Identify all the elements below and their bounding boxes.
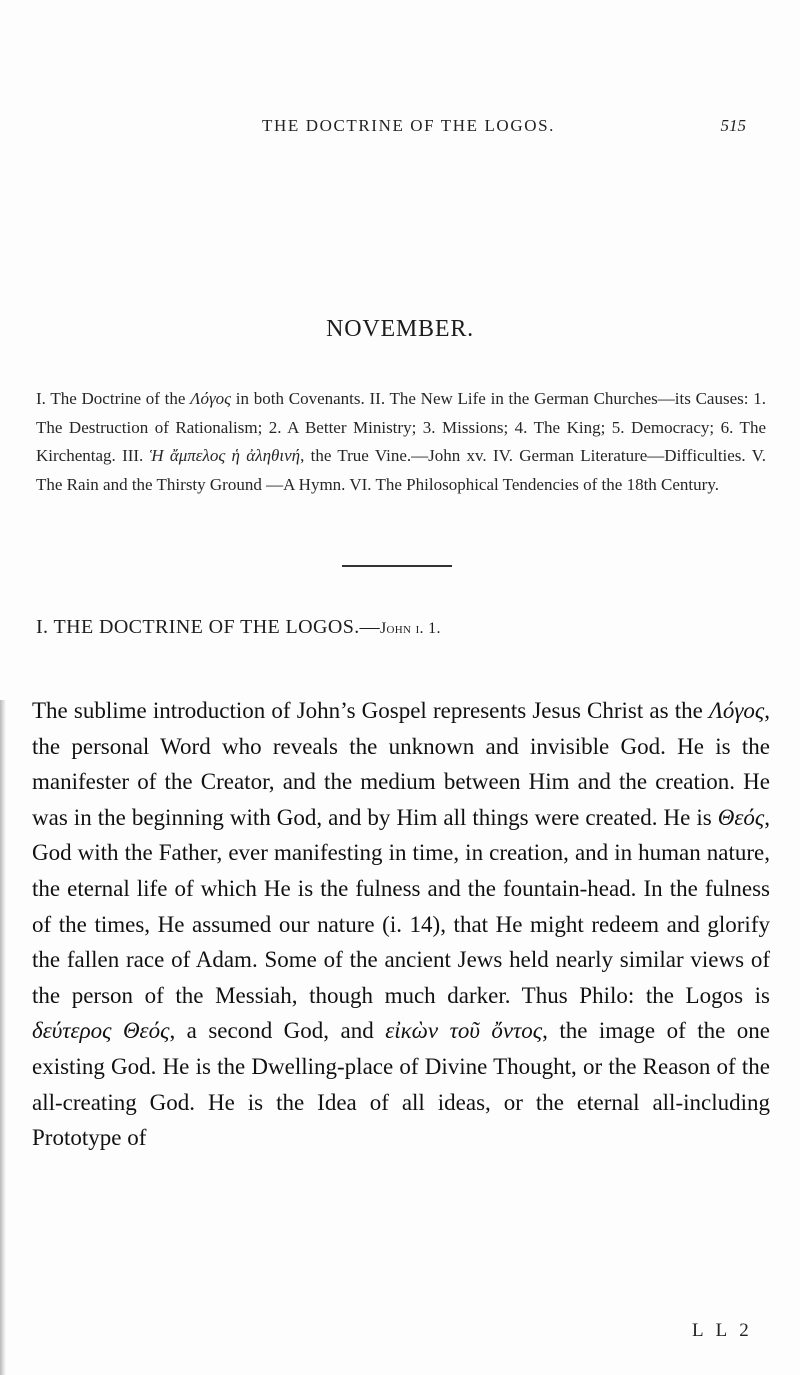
section-divider — [342, 565, 452, 567]
contents-text: in both Covenants. II. The New Life in the German Churches—its Causes: 1. The Destruction of Rationalism; 2. A Better Ministry; 3. Missions; 4. The King; 5. Democracy; 6. The Kirchentag. III. — [36, 389, 766, 465]
greek-phrase: δεύτερος Θεός — [32, 1018, 170, 1044]
greek-word: Θεός — [717, 804, 765, 830]
contents-text: I. The Doctrine of the — [36, 389, 191, 408]
page-edge-shadow — [0, 700, 6, 1375]
body-text: , a second God, and — [169, 1018, 386, 1044]
greek-phrase: Ἡ ἄμπελος ἡ ἀληθινή — [149, 446, 301, 465]
body-text: , God with the Father, ever manifesting in time, in creation, and in human nature, the eternal life of which He is the fulness and the fountain-head. In the fulness of the times, He assumed our nature (i. 14), that He might redeem and glorify the fallen race of Adam. Some of the ancient Jews held nearly similar views of the person of the Messiah, though much darker. Thus Philo: the Logos is — [32, 804, 770, 1008]
signature-mark: L L 2 — [692, 1320, 753, 1341]
body-text: , the personal Word who reveals the unknown and invisible God. He is the manifester of the Creator, and the medium between Him and the creation. He was in the beginning with God, and by Him all things were created. He is — [32, 698, 770, 830]
running-title: THE DOCTRINE OF THE LOGOS. — [262, 116, 555, 135]
section-title: I. THE DOCTRINE OF THE LOGOS.— — [36, 616, 381, 638]
greek-word: Λόγος — [190, 389, 232, 408]
month-heading: NOVEMBER. — [326, 316, 474, 342]
running-header — [0, 116, 800, 146]
section-heading — [36, 616, 766, 639]
greek-word: Λόγος — [708, 698, 765, 723]
body-paragraph — [32, 693, 770, 1156]
body-text: The sublime introduction of John’s Gospel represents Jesus Christ as the — [32, 698, 709, 723]
contents-paragraph — [36, 385, 766, 499]
page-number: 515 — [720, 116, 746, 135]
greek-phrase: εἰκὼν τοῦ ὄντος — [385, 1018, 543, 1044]
contents-text: , the True Vine.—John xv. IV. German Literature—Difficulties. V. The Rain and the Thirsty Ground —A Hymn. VI. The Philosophical Tendencies of the 18th Century. — [36, 446, 766, 494]
scripture-reference: John i. 1. — [380, 620, 441, 637]
body-text: , the image of the one existing God. He is the Dwelling-place of Divine Thought, or the Reason of the all-creating God. He is the Idea of all ideas, or the eternal all-including Prototype of — [32, 1018, 770, 1151]
